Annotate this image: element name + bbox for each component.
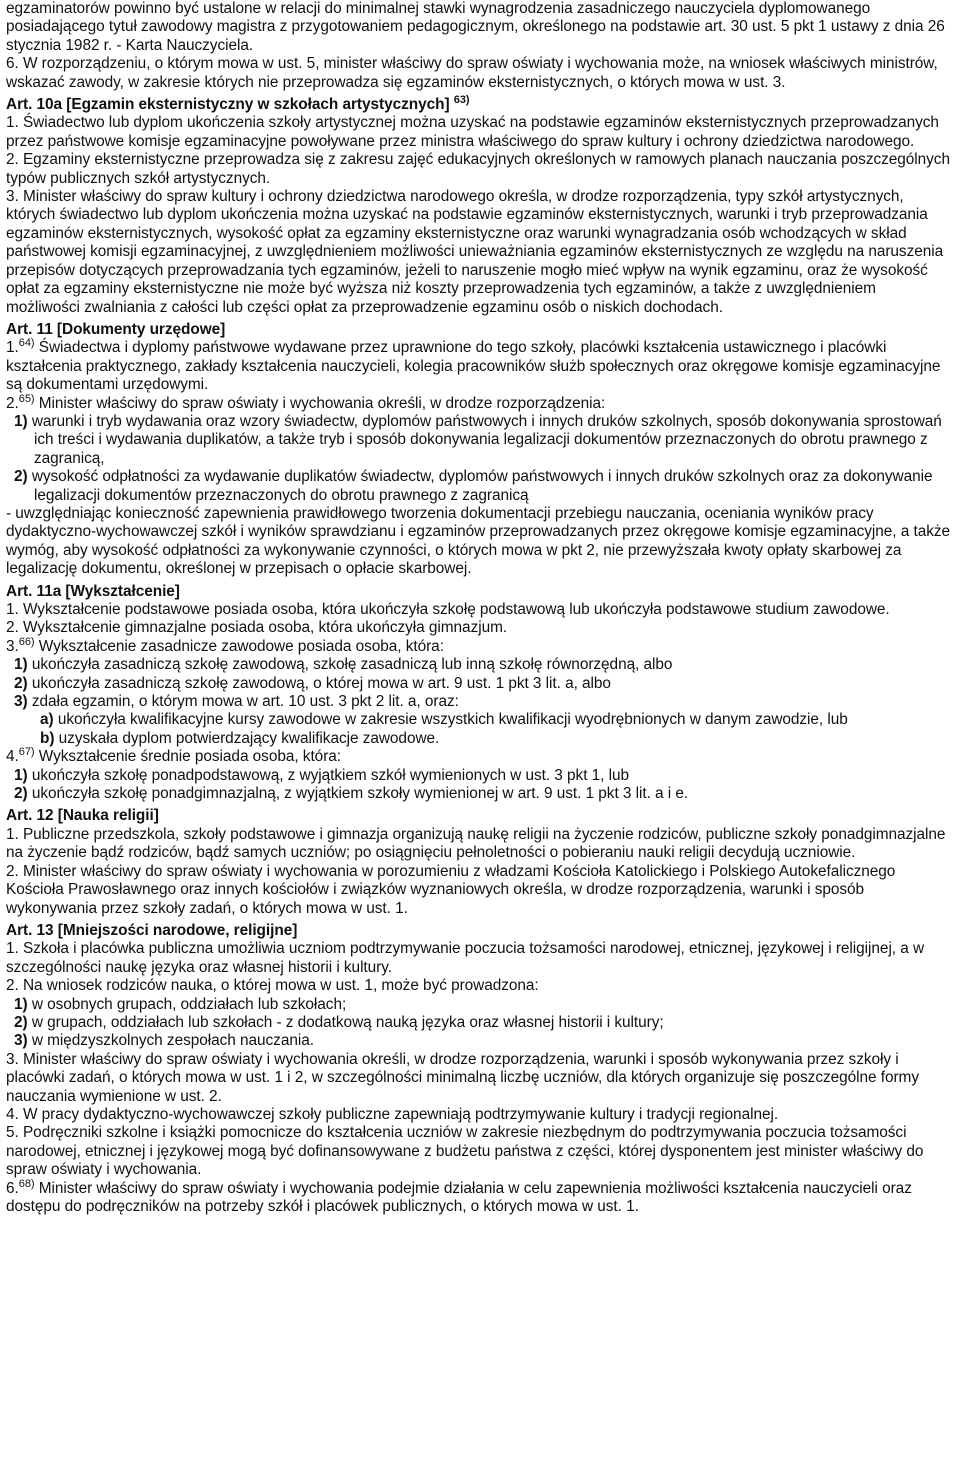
- paragraph: 3. Minister właściwy do spraw kultury i ochrony dziedzictwa narodowego określa, w drodze rozporządzenia, typy szkół artystycznych, których świadectwo lub dyplom ukończenia można uzyskać na podstawie egzaminów eksternistycznych, warunki i tryb przeprowadzania egzaminów eksternistycznych, wysokość opłat za egzaminy eksternistyczne oraz warunki wynagradzania osób wchodzących w skład państwowej komisji egzaminacyjnej, z uwzględnieniem możliwości unieważniania egzaminów eksternistycznych ze względu na naruszenia przepisów dotyczących przeprowadzania tych egzaminów, jeżeli to naruszenie mogło mieć wpływ na wynik egzaminu, oraz że wysokość opłat za egzaminy eksternistyczne nie może być wyższa niż koszty przeprowadzenia tych egzaminów, a także z uwzględnieniem możliwości zwalniania z całości lub części opłat za przeprowadzenie egzaminu osób o niskich dochodach.: [6, 188, 944, 316]
- paragraph-text: Minister właściwy do spraw oświaty i wychowania podejmie działania w celu zapewnienia możliwości kształcenia nauczycieli oraz dostępu do podręczników na potrzeby szkół i placówek publicznych, o których mowa w ust. 1.: [6, 1179, 912, 1215]
- paragraph-text: Świadectwa i dyplomy państwowe wydawane przez uprawnione do tego szkoły, placówki kształcenia ustawicznego i placówki kształcenia praktycznego, zakłady kształcenia nauczycieli, kolegia pracowników służb społecznych oraz okręgowe komisje egzaminacyjne są dokumentami urzędowymi.: [6, 339, 941, 394]
- footnote-ref: 68): [18, 1177, 35, 1190]
- item-text: w międzyszkolnych zespołach nauczania.: [31, 1032, 314, 1050]
- paragraph: 1. Szkoła i placówka publiczna umożliwia uczniom podtrzymywanie poczucia tożsamości narodowej, etnicznej, językowej i religijnej, a w szczególności naukę języka oraz własnej historii i kultury.: [6, 940, 925, 976]
- item-text: ukończyła kwalifikacyjne kursy zawodowe w zakresie wszystkich kwalifikacji wyodrębnionych w danym zawodzie, lub: [57, 711, 848, 729]
- article-heading: Art. 11a [Wykształcenie]: [6, 582, 180, 600]
- item-number: 2): [14, 1013, 28, 1031]
- paragraph: 5. Podręczniki szkolne i książki pomocnicze do kształcenia uczniów w zakresie niezbędnym do podtrzymywania poczucia tożsamości narodowej, etnicznej i językowej mogą być dofinansowywane z budżetu państwa z części, której dysponentem jest minister właściwy do spraw oświaty i wychowania.: [6, 1124, 924, 1179]
- item-text: ukończyła szkołę ponadgimnazjalną, z wyjątkiem szkoły wymienionej w art. 9 ust. 1 pkt 3 lit. a i e.: [31, 785, 689, 803]
- footnote-ref: 67): [18, 746, 35, 759]
- footnote-ref: 63): [453, 93, 470, 106]
- paragraph: egzaminatorów powinno być ustalone w relacji do minimalnej stawki wynagrodzenia zasadniczego nauczyciela dyplomowanego posiadającego tytuł zawodowy magistra z przygotowaniem pedagogicznym, określonego na podstawie art. 30 ust. 5 pkt 1 ustawy z dnia 26 stycznia 1982 r. - Karta Nauczyciela.: [6, 0, 945, 54]
- item-number: 2): [14, 674, 28, 692]
- paragraph: 3. Minister właściwy do spraw oświaty i wychowania określi, w drodze rozporządzenia, warunki i sposób wykonywania przez szkoły i placówki zadań, o których mowa w ust. 1 i 2, w szczególności minimalną liczbę uczniów, dla których organizuje się poszczególne formy nauczania wymienione w ust. 2.: [6, 1050, 919, 1105]
- item-number: 2): [14, 468, 28, 486]
- item-text: ukończyła zasadniczą szkołę zawodową, o której mowa w art. 9 ust. 1 pkt 3 lit. a, albo: [31, 674, 611, 692]
- paragraph: 1. Publiczne przedszkola, szkoły podstawowe i gimnazja organizują naukę religii na życzenie rodziców, publiczne szkoły ponadgimnazjalne na życzenie bądź rodziców, bądź samych uczniów; po osiągnięciu pełnoletności o pobieraniu nauki religii decydują uczniowie.: [6, 825, 946, 862]
- paragraph-text: Minister właściwy do spraw oświaty i wychowania określi, w drodze rozporządzenia:: [38, 394, 606, 412]
- list-item: [6, 767, 954, 785]
- paragraph: 6. W rozporządzeniu, o którym mowa w ust. 5, minister właściwy do spraw oświaty i wychowania może, na wniosek właściwych ministrów, wskazać zawody, w zakresie których nie przeprowadza się egzaminów eksternistycznych, o których mowa w ust. 3.: [6, 55, 938, 91]
- paragraph: 4. W pracy dydaktyczno-wychowawczej szkoły publiczne zapewniają podtrzymywanie kultury i tradycji regionalnej.: [6, 1105, 779, 1123]
- paragraph: 2. Minister właściwy do spraw oświaty i wychowania w porozumieniu z władzami Kościoła Katolickiego i Polskiego Autokefalicznego Kościoła Prawosławnego oraz innych kościołów i związków wyznaniowych określa, w drodze rozporządzenia, warunki i sposób wykonywania przez szkoły zadań, o których mowa w ust. 1.: [6, 862, 896, 917]
- list-item: [6, 468, 954, 505]
- article-heading: Art. 12 [Nauka religii]: [6, 807, 159, 825]
- paragraph: [6, 748, 954, 766]
- paragraph: [6, 392, 954, 413]
- item-text: ukończyła szkołę ponadpodstawową, z wyjątkiem szkół wymienionych w ust. 3 pkt 1, lub: [31, 766, 629, 784]
- article-heading: Art. 11 [Dokumenty urzędowe]: [6, 320, 226, 338]
- list-item: [6, 1032, 954, 1050]
- footnote-ref: 65): [18, 392, 35, 405]
- list-item: [6, 675, 954, 693]
- list-item: [6, 785, 954, 803]
- item-text: w osobnych grupach, oddziałach lub szkołach;: [31, 995, 347, 1013]
- item-number: 3): [14, 693, 28, 711]
- article-heading: [6, 93, 954, 114]
- footnote-ref: 66): [18, 635, 35, 648]
- paragraph: [6, 635, 954, 656]
- item-text: zdała egzamin, o którym mowa w art. 10 ust. 3 pkt 2 lit. a, oraz:: [31, 693, 459, 711]
- paragraph-text: Wykształcenie zasadnicze zawodowe posiada osoba, która:: [38, 637, 444, 655]
- item-letter: a): [40, 711, 54, 729]
- sub-list-item: [6, 730, 954, 748]
- list-item: [6, 693, 954, 711]
- paragraph: 2. Na wniosek rodziców nauka, o której mowa w ust. 1, może być prowadzona:: [6, 977, 539, 995]
- paragraph: 1. Wykształcenie podstawowe posiada osoba, która ukończyła szkołę podstawową lub ukończyła podstawowe studium zawodowe.: [6, 601, 890, 618]
- paragraph-number: 1.: [6, 339, 19, 357]
- item-number: 2): [14, 785, 28, 803]
- paragraph: 2. Wykształcenie gimnazjalne posiada osoba, która ukończyła gimnazjum.: [6, 619, 508, 637]
- list-item: [6, 1014, 954, 1032]
- paragraph: [6, 339, 954, 394]
- footnote-ref: 64): [18, 337, 35, 350]
- paragraph: - uwzględniając konieczność zapewnienia prawidłowego tworzenia dokumentacji przebiegu nauczania, oceniania wyników pracy dydaktyczno-wychowawczej szkół i wyników sprawdzianu i egzaminów przeprowadzanych przez okręgowe komisje egzaminacyjne, a także wymóg, aby wysokość odpłatności za wykonywanie czynności, o których mowa w pkt 2, nie przewyższała kwoty opłaty skarbowej za legalizację dokumentu, określonej w przepisach o opłacie skarbowej.: [6, 504, 951, 578]
- item-letter: b): [40, 729, 55, 747]
- paragraph-number: 6.: [6, 1179, 19, 1197]
- list-item: [6, 413, 954, 468]
- item-number: 1): [14, 766, 28, 784]
- item-text: ukończyła zasadniczą szkołę zawodową, szkołę zasadniczą lub inną szkołę równorzędną, albo: [31, 656, 673, 674]
- item-number: 1): [14, 412, 28, 430]
- item-number: 1): [14, 656, 28, 674]
- paragraph-number: 4.: [6, 748, 19, 766]
- heading-text: Art. 10a [Egzamin eksternistyczny w szkołach artystycznych]: [6, 96, 450, 114]
- paragraph: [6, 1177, 954, 1217]
- item-number: 1): [14, 995, 28, 1013]
- item-text: wysokość odpłatności za wydawanie duplikatów świadectw, dyplomów państwowych i innych druków szkolnych oraz za dokonywanie legalizacji dokumentów przeznaczonych do obrotu prawnego z zagranicą: [31, 468, 933, 504]
- paragraph-text: Wykształcenie średnie posiada osoba, która:: [38, 748, 342, 766]
- article-heading: Art. 13 [Mniejszości narodowe, religijne]: [6, 921, 298, 939]
- item-text: w grupach, oddziałach lub szkołach - z dodatkową nauką języka oraz własnej historii i kultury;: [31, 1013, 664, 1031]
- paragraph-number: 2.: [6, 394, 19, 412]
- item-number: 3): [14, 1032, 28, 1050]
- item-text: warunki i tryb wydawania oraz wzory świadectw, dyplomów państwowych i innych druków szkolnych, sposób dokonywania sprostowań ich treści i wydawania duplikatów, a także tryb i sposób dokonywania legalizacji dokumentów przeznaczonych do obrotu prawnego z zagranicą,: [31, 412, 942, 467]
- document-page: [6, 0, 954, 1216]
- list-item: [6, 996, 954, 1014]
- sub-list-item: [6, 711, 954, 729]
- paragraph: 1. Świadectwo lub dyplom ukończenia szkoły artystycznej można uzyskać na podstawie egzaminów eksternistycznych przeprowadzanych przez państwowe komisje egzaminacyjne powoływane przez ministra właściwego do spraw kultury i ochrony dziedzictwa narodowego.: [6, 114, 939, 150]
- paragraph: 2. Egzaminy eksternistyczne przeprowadza się z zakresu zajęć edukacyjnych określonych w ramowych planach nauczania poszczególnych typów publicznych szkół artystycznych.: [6, 151, 950, 187]
- paragraph-number: 3.: [6, 637, 19, 655]
- list-item: [6, 656, 954, 674]
- item-text: uzyskała dyplom potwierdzający kwalifikacje zawodowe.: [58, 729, 440, 747]
